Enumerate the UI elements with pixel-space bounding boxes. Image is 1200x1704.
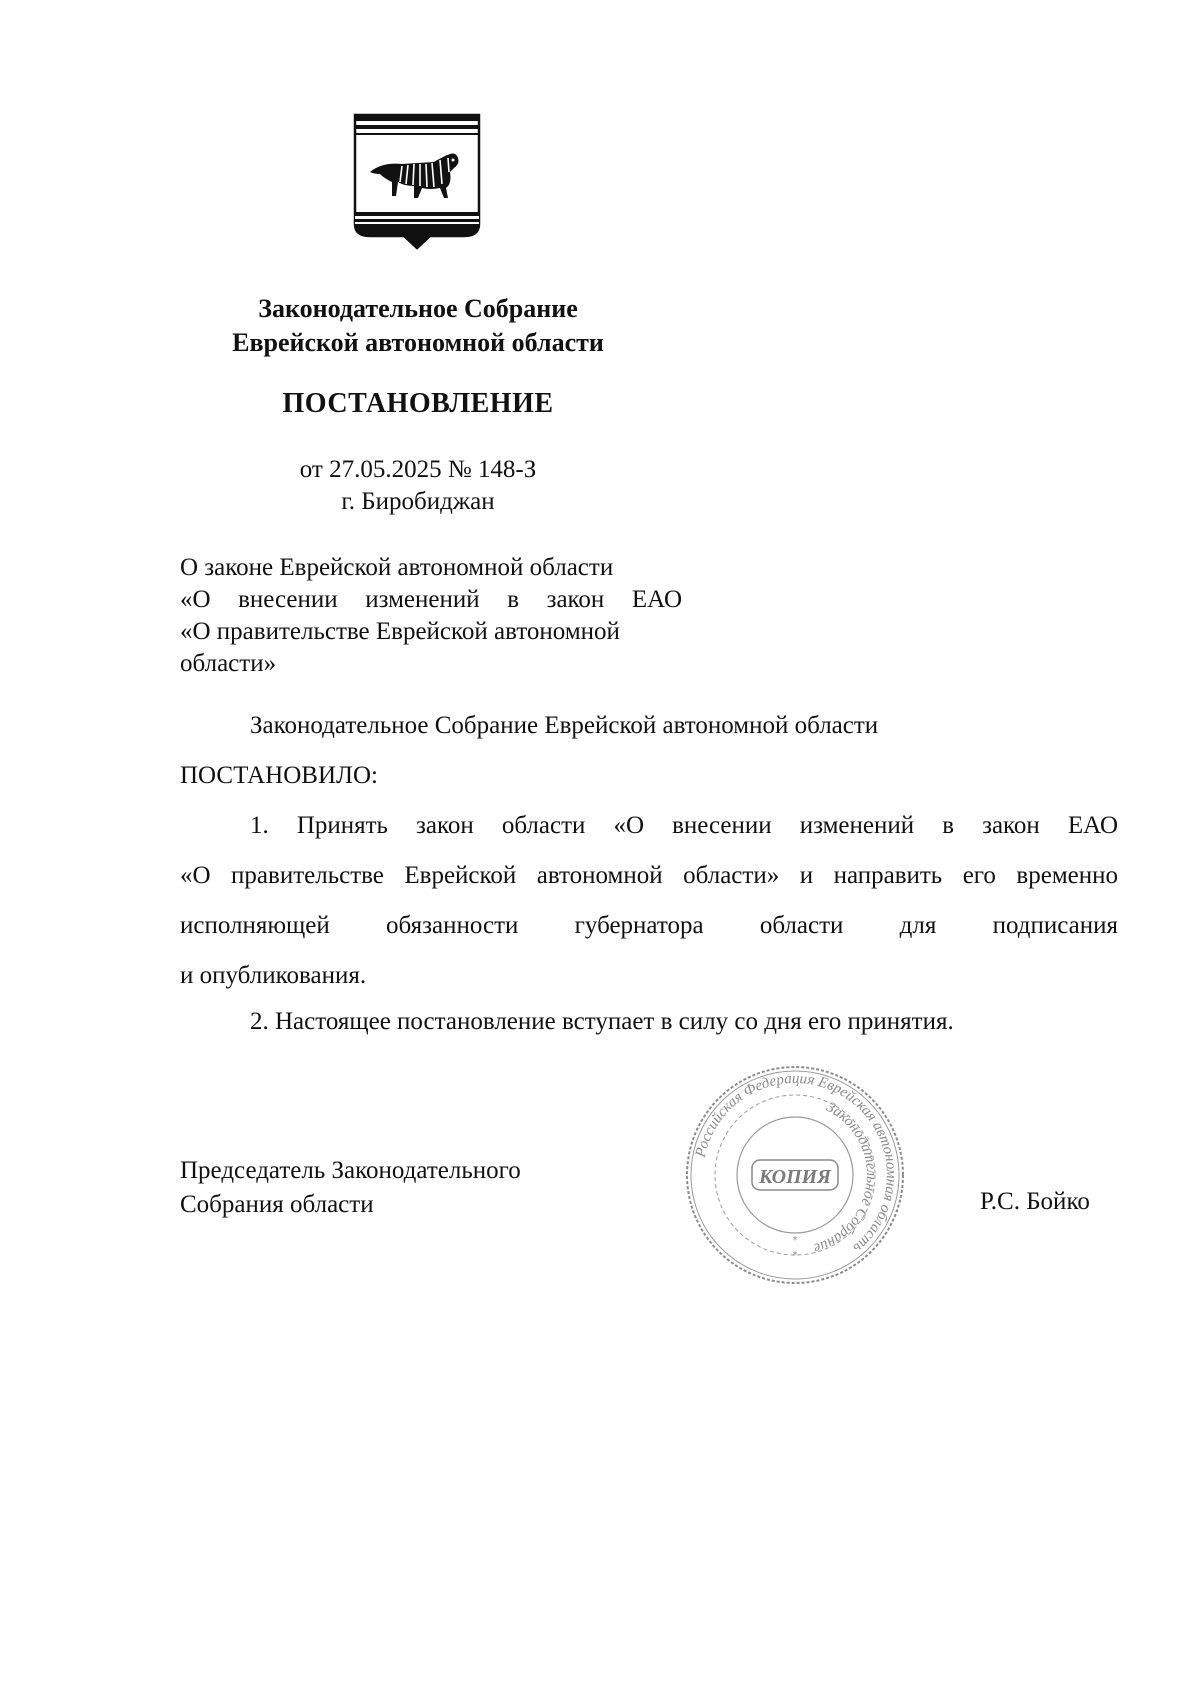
signatory-position [180, 1154, 521, 1222]
seal-inner-text: Законодательное Собрание [811, 1099, 880, 1257]
document-title: ПОСТАНОВЛЕНИЕ [282, 388, 554, 419]
clause-1-line-4: и опубликования. [180, 962, 367, 989]
seal-center-text: КОПИЯ [759, 1166, 831, 1188]
clause-1-line-2: «О правительстве Еврейской автономной области» и направить его временно [180, 862, 1118, 889]
clause-1-line-1: 1. Принять закон области «О внесении изменений в закон ЕАО [250, 812, 1118, 839]
official-seal-stamp [680, 1060, 910, 1290]
issuer-name-line1: Законодательное Собрание [258, 294, 578, 323]
subject-line-2: «О внесении изменений в закон ЕАО [180, 586, 682, 613]
document-city: г. Биробиджан [341, 488, 495, 515]
resolved-heading: ПОСТАНОВИЛО: [180, 762, 378, 789]
signatory-position-line-1: Председатель Законодательного [180, 1157, 521, 1184]
document-subject [180, 552, 682, 680]
signatory-name: Р.С. Бойко [980, 1188, 1090, 1215]
coat-of-arms-icon [352, 112, 482, 260]
subject-line-3: «О правительстве Еврейской автономной [180, 618, 620, 645]
clause-2: 2. Настоящее постановление вступает в силу со дня его принятия. [250, 1008, 954, 1035]
preamble-text: Законодательное Собрание Еврейской автономной области [250, 712, 879, 739]
svg-text:*: * [792, 1235, 798, 1246]
clause-1-line-3: исполняющей обязанности губернатора области для подписания [180, 912, 1118, 939]
svg-text:*: * [792, 1250, 798, 1261]
issuer-name-line2: Еврейской автономной области [232, 328, 604, 357]
document-date-number: от 27.05.2025 № 148-З [299, 456, 537, 483]
seal-outer-text: Российская Федерация Еврейская автономная область [692, 1070, 900, 1257]
subject-line-4: области» [180, 650, 277, 677]
signatory-position-line-2: Собрания области [180, 1191, 374, 1218]
subject-line-1: О законе Еврейской автономной области [180, 554, 614, 581]
